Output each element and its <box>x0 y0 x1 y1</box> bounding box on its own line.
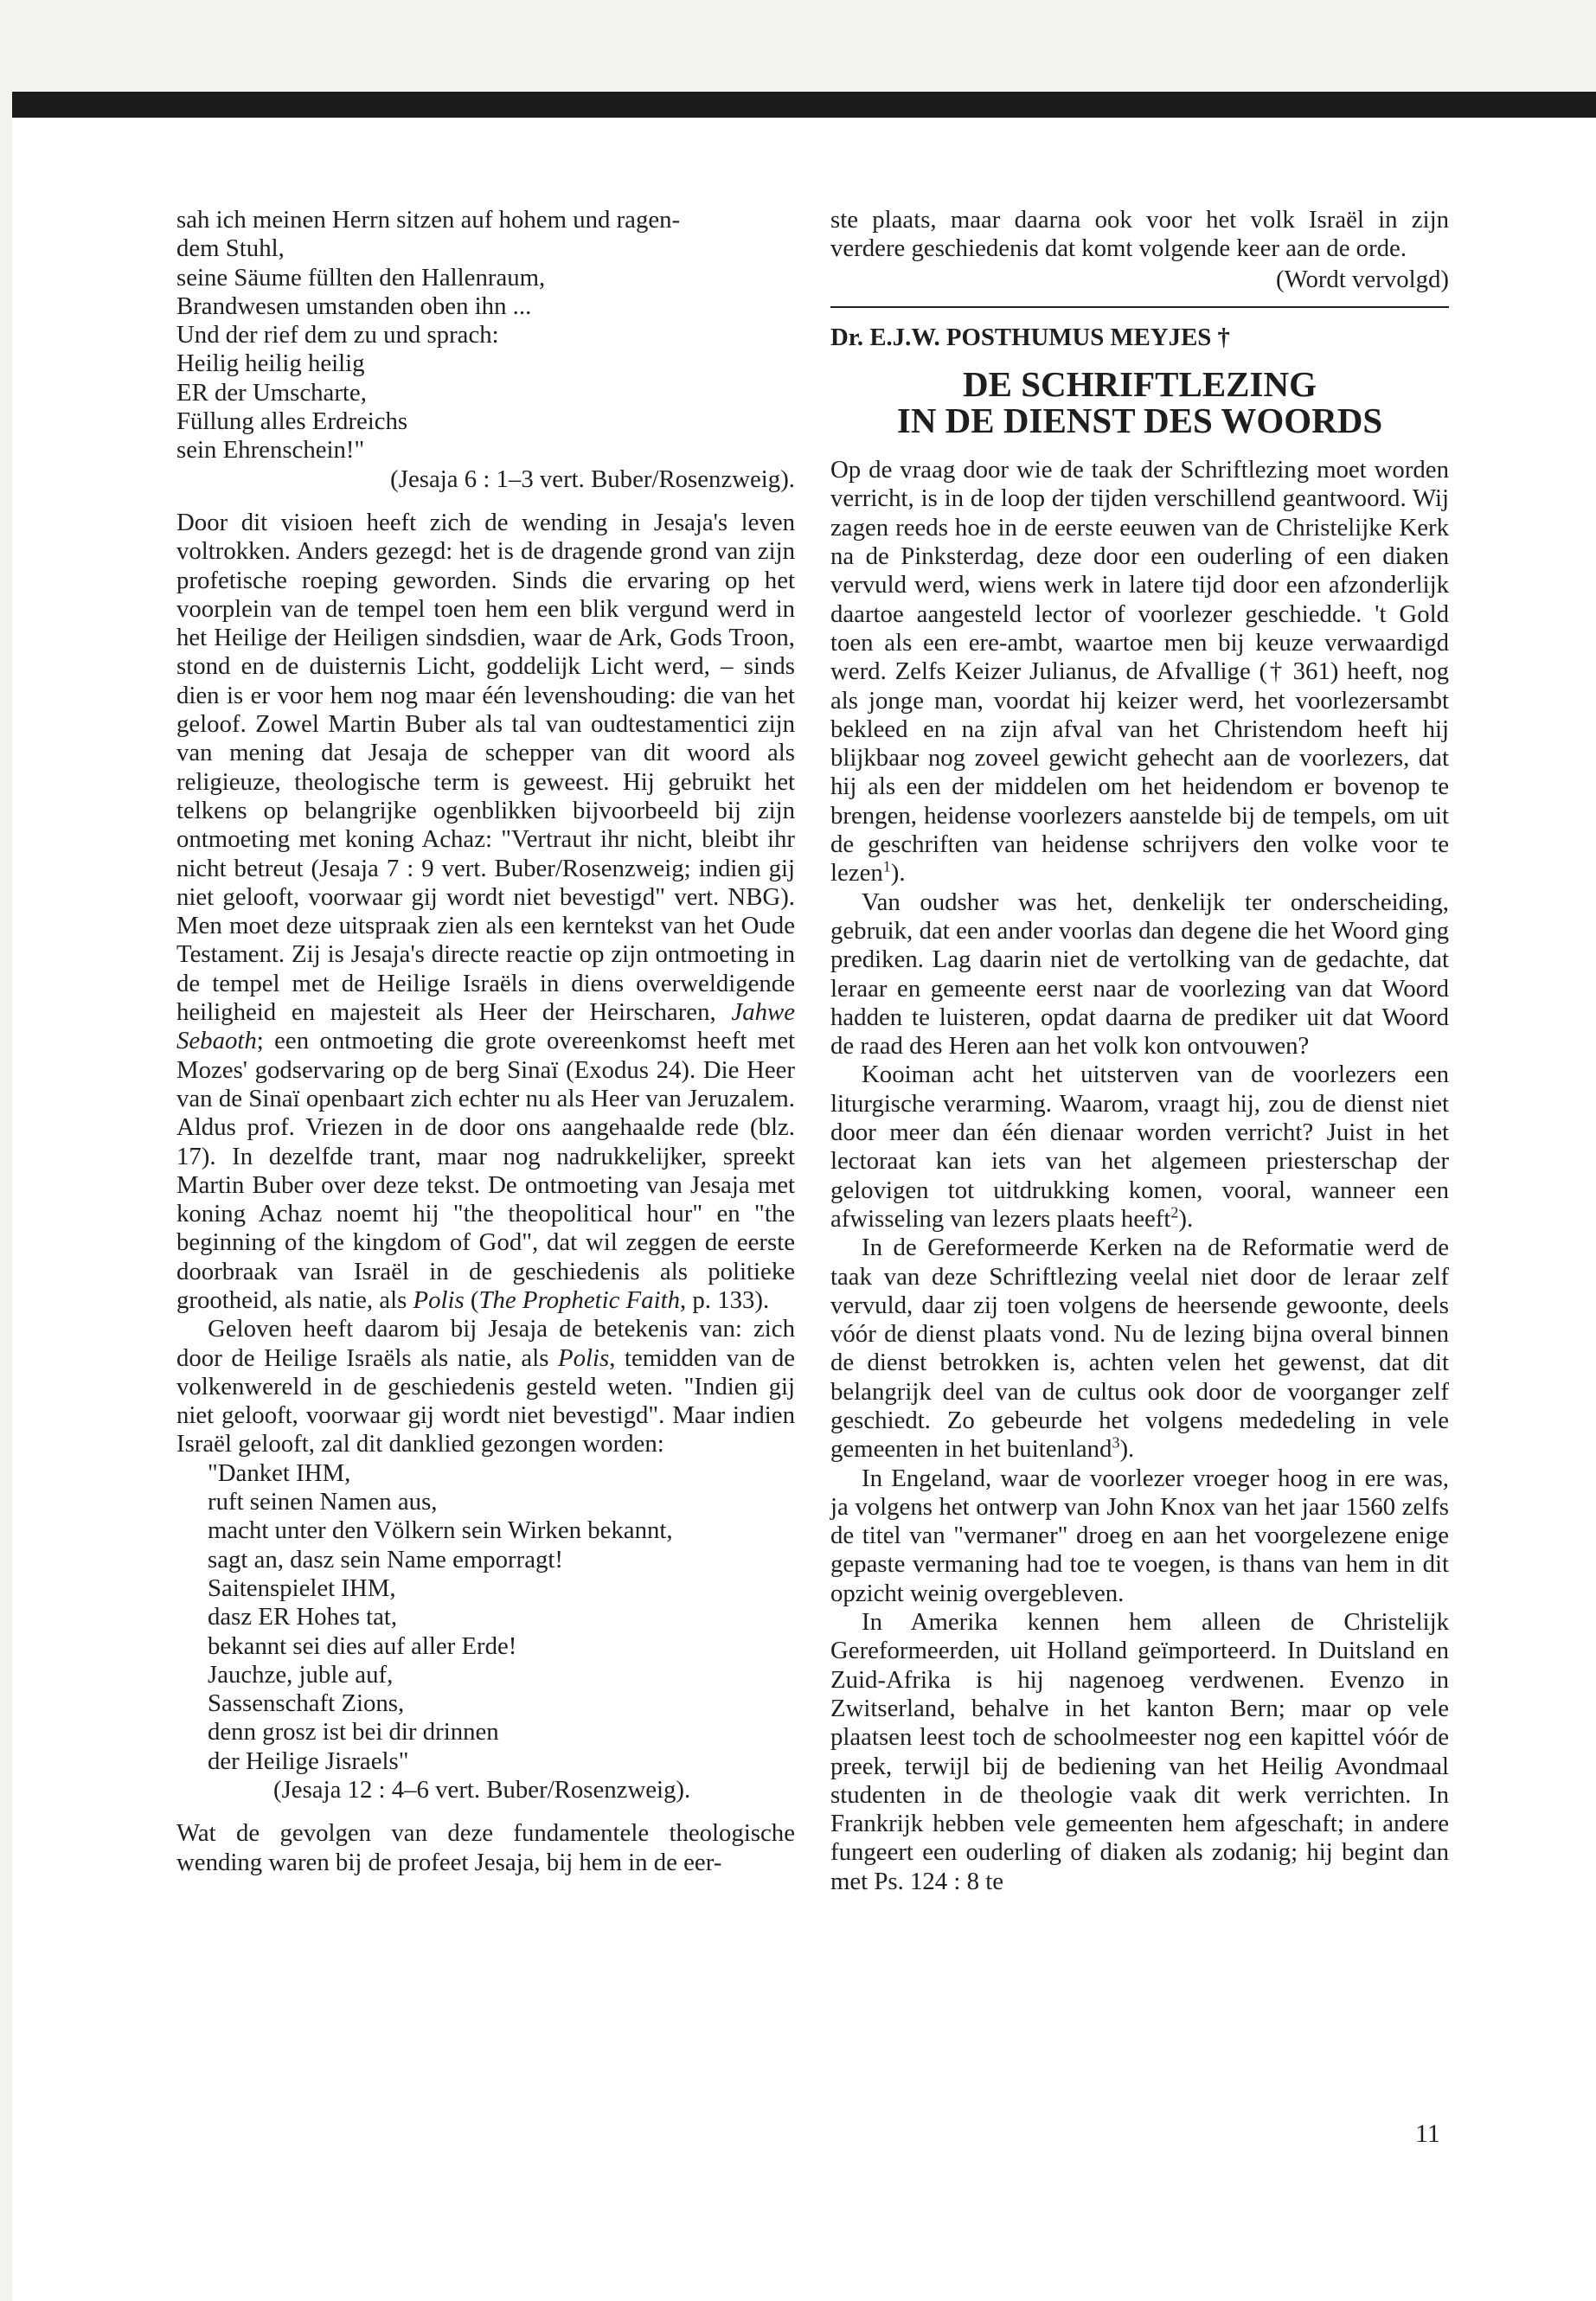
buber-verse-isaiah-12 <box>176 1459 795 1776</box>
footnote-ref: 2 <box>1170 1203 1179 1221</box>
buber-verse-isaiah-6 <box>176 206 795 465</box>
verse-line: macht unter den Völkern sein Wirken bekannt, <box>208 1516 673 1545</box>
body-paragraph: Geloven heeft daarom bij Jesaja de betekenis van: zich door de Heilige Israëls als natie, als Polis, temidden van de volkenwereld in de geschiedenis gesteld weten. "Indien gij niet gelooft, voorwaar gij wordt niet bevestigd". Maar indien Israël gelooft, zal dit danklied gezongen worden: <box>176 1315 796 1458</box>
verse-line: "Danket IHM, <box>208 1458 351 1487</box>
verse-line: denn grosz ist bei dir drinnen <box>208 1718 499 1747</box>
right-column <box>830 206 1449 1896</box>
verse-line: sein Ehrenschein!" <box>176 436 365 465</box>
verse-line: Und der rief dem zu und sprach: <box>176 321 499 349</box>
verse-line: seine Säume füllten den Hallenraum, <box>176 263 546 292</box>
body-paragraph: In Amerika kennen hem alleen de Christelijk Gereformeerden, uit Holland geïmporteerd. In Duitsland en Zuid-Afrika is hij nagenoeg verdwenen. Evenzo in Zwitserland, behalve in het kanton Bern; maar op vele plaatsen leest toch de schoolmeester nog een kapittel vóór de preek, terwijl bij de bediening van het Heilig Avondmaal studenten in de theologie vaak dit werk verrichten. In Frankrijk hebben vele gemeenten hem afgeschaft; in andere fungeert een ouderling of diaken als zodanig; hij begint dan met Ps. 124 : 8 te <box>830 1608 1449 1895</box>
body-paragraph: Kooiman acht het uitsterven van de voorlezers een liturgische verarming. Waarom, vraagt hij, zou de dienst niet door meer dan één dienaar worden verricht? Juist in het lectoraat kan iets van het algemeen priesterschap der gelovigen tot uitdrukking komen, vooral, wanneer een afwisseling van lezers plaats heeft$^2$). <box>830 1061 1449 1233</box>
verse-line: dasz ER Hohes tat, <box>208 1603 398 1631</box>
verse-line: Jauchze, juble auf, <box>208 1660 394 1689</box>
article-author: Dr. E.J.W. POSTHUMUS MEYJES † <box>830 323 1230 351</box>
title-line: IN DE DIENST DES WOORDS <box>896 401 1383 441</box>
footnote-ref: 1 <box>882 857 891 875</box>
verse-line: sah ich meinen Herrn sitzen auf hohem und ragen- <box>176 206 681 234</box>
verse-line: bekannt sei dies auf aller Erde! <box>208 1631 517 1660</box>
article-title <box>830 366 1449 439</box>
body-paragraph: Wat de gevolgen van deze fundamentele theologische wending waren bij de profeet Jesaja, bij hem in de eer- <box>176 1819 795 1876</box>
verse-reference: (Jesaja 6 : 1–3 vert. Buber/Rosenzweig). <box>390 465 795 493</box>
verse-reference: (Jesaja 12 : 4–6 vert. Buber/Rosenzweig). <box>273 1776 691 1804</box>
verse-line: Brandwesen umstanden oben ihn ... <box>176 292 532 320</box>
verse-line: der Heilige Jisraels" <box>208 1747 409 1775</box>
body-paragraph: Door dit visioen heeft zich de wending in Jesaja's leven voltrokken. Anders gezegd: het is de dragende grond van zijn profetische roeping geworden. Sinds die ervaring op het voorplein van de tempel toen hem een blik vergund werd in het Heilige der Heiligen sindsdien, waar de Ark, Gods Troon, stond en de duisternis Licht, goddelijk Licht werd, – sinds dien is er voor hem nog maar één levenshouding: die van het geloof. Zowel Martin Buber als tal van oudtestamentici zijn van mening dat Jesaja de schepper van dit woord als religieuze, theologische term is geweest. Hij gebruikt het telkens op belangrijke ogenblikken bijvoorbeeld bij zijn ontmoeting met koning Achaz: "Vertraut ihr nicht, bleibt ihr nicht betreut (Jesaja 7 : 9 vert. Buber/Rosenzweig; indien gij niet gelooft, voorwaar gij wordt niet bevestigd" vert. NBG). Men moet deze uitspraak zien als een kerntekst van het Oude Testament. Zij is Jesaja's directe reactie op zijn ontmoeting in de tempel met de Heilige Israëls in diens overweldigende heiligheid en majesteit als Heer der Heirscharen, Jahwe Sebaoth; een ontmoeting die grote overeenkomst heeft met Mozes' godservaring op de berg Sinaï (Exodus 24). Die Heer van de Sinaï openbaart zich echter nu als Heer van Jeruzalem. Aldus prof. Vriezen in de door ons aangehaalde rede (blz. 17). In dezelfde trant, maar nog nadrukkelijker, spreekt Martin Buber over deze tekst. De ontmoeting van Jesaja met koning Achaz noemt hij "the theopolitical hour" en "the beginning of the kingdom of God", dat wil zeggen de eerste doorbraak van Israël in de geschiedenis als politieke grootheid, als natie, als Polis (The Prophetic Faith, p. 133). <box>176 508 795 1314</box>
verse-line: sagt an, dasz sein Name emporragt! <box>208 1545 564 1574</box>
verse-line: ruft seinen Namen aus, <box>208 1488 438 1516</box>
verse-line: dem Stuhl, <box>176 234 285 263</box>
scan-edge-bar <box>12 92 1596 118</box>
verse-line: ER der Umscharte, <box>176 378 367 407</box>
to-be-continued-note: (Wordt vervolgd) <box>1275 265 1449 293</box>
footnote-ref: 3 <box>1112 1433 1120 1452</box>
verse-line: Füllung alles Erdreichs <box>176 407 408 436</box>
body-paragraph: Op de vraag door wie de taak der Schriftlezing moet worden verricht, is in de loop der tijden verschillend geantwoord. Wij zagen reeds hoe in de eerste eeuwen van de Christelijke Kerk na de Pinksterdag, deze door een ouderling of een diaken vervuld werd, wiens werk in latere tijd door een afzonderlijk daartoe aangesteld lector of voorlezer geschiedde. 't Gold toen als een ere-ambt, waartoe men bij keuze verwaardigd werd. Zelfs Keizer Julianus, de Afvallige († 361) heeft, nog als jonge man, voordat hij keizer werd, het voorlezersambt bekleed en na zijn afval van het Christendom heeft hij blijkbaar nog zoveel gewicht gehecht aan de voorlezers, dat hij als een der middelen om het heidendom er bovenop te brengen, heidense voorlezers aanstelde bij de tempels, om uit de geschriften van heidense schrijvers den volke voor te lezen$^1$). <box>830 456 1449 888</box>
page-number: 11 <box>1415 2119 1440 2148</box>
left-column <box>176 206 795 1877</box>
verse-line: Heilig heilig heilig <box>176 349 365 378</box>
body-paragraph: In de Gereformeerde Kerken na de Reformatie werd de taak van deze Schriftlezing veelal niet door de leraar zelf vervuld, daar zij toen volgens de heersende gewoonte, deels vóór de dienst plaats vond. Nu de lezing bijna overal binnen de dienst betrokken is, achten velen het gewenst, dat dit belangrijk deel van de cultus ook door de voorganger zelf geschiedt. Zo gebeurde het volgens mededeling in vele gemeenten in het buitenland$^3$). <box>830 1234 1449 1464</box>
article-divider <box>830 306 1449 308</box>
continuation-paragraph: ste plaats, maar daarna ook voor het volk Israël in zijn verdere geschiedenis dat komt volgende keer aan de orde. <box>830 206 1449 263</box>
title-line: DE SCHRIFTLEZING <box>963 364 1317 405</box>
body-paragraph: In Engeland, waar de voorlezer vroeger hoog in ere was, ja volgens het ontwerp van John Knox van het jaar 1560 zelfs de titel van "vermaner" droeg en aan het voorgelezene enige gepaste vermaning had toe te voegen, is thans van hem in dit opzicht weinig overgebleven. <box>830 1464 1449 1607</box>
verse-line: Saitenspielet IHM, <box>208 1574 396 1602</box>
body-paragraph: Van oudsher was het, denkelijk ter onderscheiding, gebruik, dat een ander voorlas dan degene die het Woord ging prediken. Lag daarin niet de vertolking van de gedachte, dat leraar en gemeente eerst naar de voorlezing van dat Woord hadden te luisteren, opdat daarna de prediker uit dat Woord de raad des Heren aan het volk kon ontvouwen? <box>830 888 1449 1061</box>
verse-line: Sassenschaft Zions, <box>208 1689 405 1718</box>
